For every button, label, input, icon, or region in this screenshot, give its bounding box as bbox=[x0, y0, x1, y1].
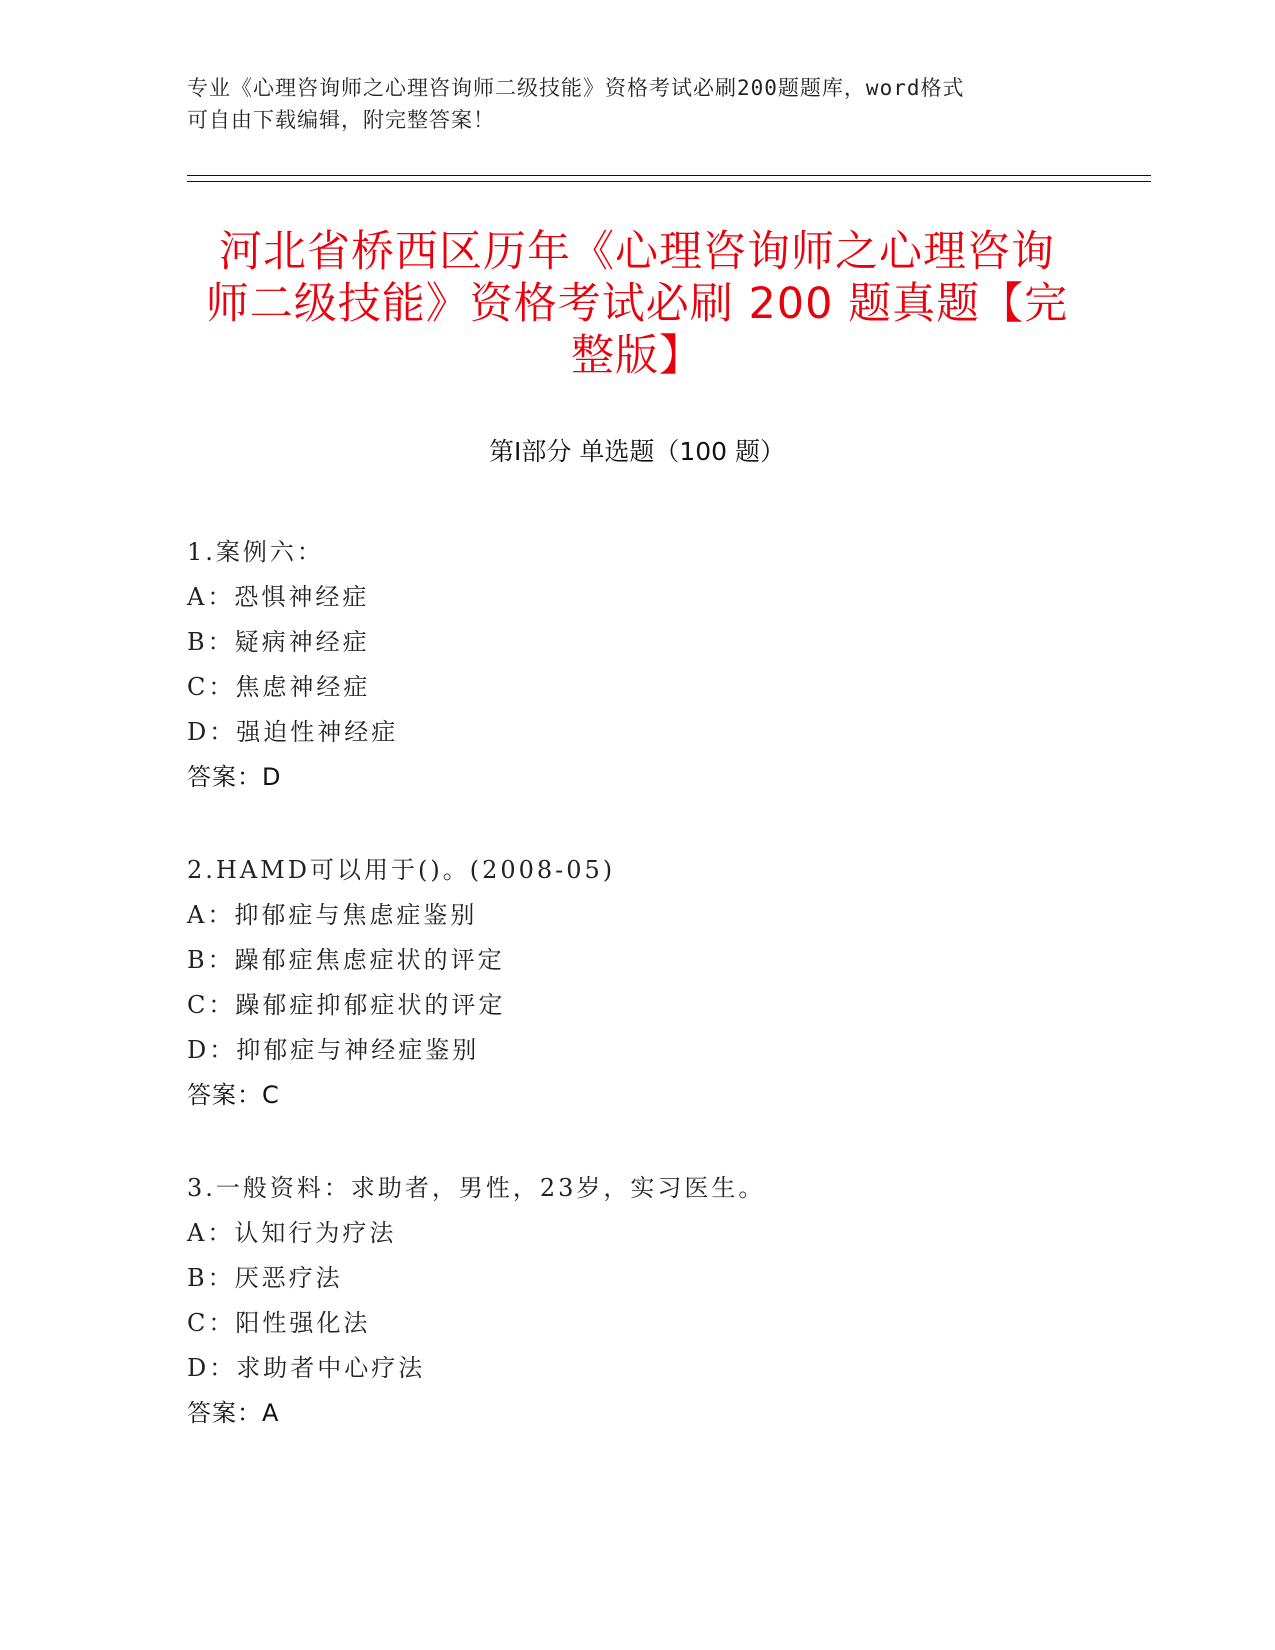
option-c: C：躁郁症抑郁症状的评定 bbox=[187, 991, 506, 1019]
document-title-line-1: 河北省桥西区历年《心理咨询师之心理咨询 bbox=[219, 227, 1055, 277]
header-rule-top bbox=[187, 175, 1151, 176]
section-heading: 第Ⅰ部分 单选题（100 题） bbox=[489, 437, 785, 466]
option-a: A：抑郁症与焦虑症鉴别 bbox=[187, 901, 478, 929]
question-stem: 3.一般资料：求助者，男性，23岁，实习医生。 bbox=[187, 1174, 766, 1202]
question-item bbox=[187, 530, 1087, 800]
document-title-line-2: 师二级技能》资格考试必刷 200 题真题【完 bbox=[205, 279, 1069, 329]
option-b: B：厌恶疗法 bbox=[187, 1264, 343, 1292]
document-title-line-3: 整版】 bbox=[571, 331, 703, 381]
document-title bbox=[187, 226, 1087, 382]
answer-line: 答案：A bbox=[187, 1399, 280, 1427]
option-a: A：恐惧神经症 bbox=[187, 583, 370, 611]
option-d: D：抑郁症与神经症鉴别 bbox=[187, 1036, 480, 1064]
option-d: D：求助者中心疗法 bbox=[187, 1354, 426, 1382]
header-rule-bottom bbox=[187, 181, 1151, 182]
header-note bbox=[187, 72, 1067, 136]
question-list bbox=[187, 530, 1087, 1484]
option-b: B：躁郁症焦虑症状的评定 bbox=[187, 946, 505, 974]
question-item bbox=[187, 1166, 1087, 1436]
answer-line: 答案：D bbox=[187, 763, 282, 791]
option-a: A：认知行为疗法 bbox=[187, 1219, 397, 1247]
question-stem: 2.HAMD可以用于()。(2008-05) bbox=[187, 856, 616, 884]
option-c: C：阳性强化法 bbox=[187, 1309, 371, 1337]
answer-line: 答案：C bbox=[187, 1081, 280, 1109]
question-stem: 1.案例六： bbox=[187, 538, 324, 566]
header-note-line-2: 可自由下载编辑，附完整答案！ bbox=[187, 108, 495, 132]
question-item bbox=[187, 848, 1087, 1118]
option-d: D：强迫性神经症 bbox=[187, 718, 399, 746]
header-note-line-1: 专业《心理咨询师之心理咨询师二级技能》资格考试必刷200题题库，word格式 bbox=[187, 76, 965, 100]
option-c: C：焦虑神经症 bbox=[187, 673, 371, 701]
option-b: B：疑病神经症 bbox=[187, 628, 370, 656]
